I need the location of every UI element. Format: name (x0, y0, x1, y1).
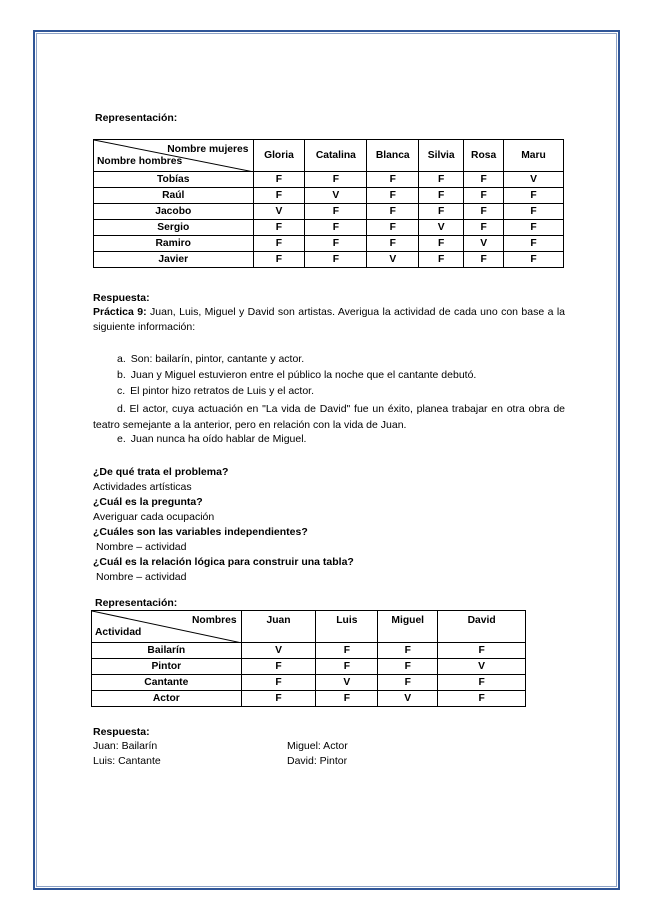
clue-text: Son: bailarín, pintor, cantante y actor. (130, 353, 305, 365)
table-row (94, 252, 564, 268)
table1-col-header: Blanca (367, 140, 419, 172)
row-header: Cantante (92, 675, 242, 691)
table-cell: F (316, 643, 378, 659)
table-row (92, 691, 526, 707)
table-row (92, 643, 526, 659)
table2-col-header: Juan (241, 611, 316, 643)
table1-header-bottom: Nombre hombres (97, 156, 183, 167)
clue-item (117, 385, 314, 398)
table-cell: F (419, 252, 464, 268)
question-answer: Nombre – actividad (96, 571, 187, 583)
table-cell: V (241, 643, 316, 659)
table-cell: F (305, 252, 367, 268)
clue-marker: b. (117, 369, 126, 381)
row-header: Ramiro (94, 236, 254, 252)
table-row (94, 236, 564, 252)
table-cell: F (241, 691, 316, 707)
table-cell: F (419, 172, 464, 188)
table-cell: F (419, 204, 464, 220)
clue-marker: a. (117, 353, 126, 365)
clue-marker: d. (117, 403, 126, 415)
table-row (94, 188, 564, 204)
answer-label-1: Respuesta: (93, 292, 150, 304)
table-cell: F (253, 236, 305, 252)
answer-miguel: Miguel: Actor (287, 740, 348, 752)
table1-header-top: Nombre mujeres (167, 144, 249, 155)
table-cell: F (316, 659, 378, 675)
row-header: Pintor (92, 659, 242, 675)
table2-col-header: David (438, 611, 526, 643)
table-row (92, 675, 526, 691)
row-header: Actor (92, 691, 242, 707)
table-cell: F (504, 220, 564, 236)
table-cell: F (378, 643, 438, 659)
table1-col-header: Maru (504, 140, 564, 172)
table-row (92, 659, 526, 675)
clue-text: El actor, cuya actuación en "La vida de David" fue un éxito, planea trabajar en otra obra de teatro semejante a la anterior, pero en relación con la vida de Juan. (93, 403, 566, 431)
representation-heading-2: Representación: (95, 597, 178, 609)
activity-table (91, 610, 526, 707)
table-cell: F (367, 236, 419, 252)
table-cell: F (464, 252, 504, 268)
clue-marker: c. (117, 385, 126, 397)
table2-col-header: Miguel (378, 611, 438, 643)
table2-col-header: Luis (316, 611, 378, 643)
question-answer: Nombre – actividad (96, 541, 187, 553)
answer-luis: Luis: Cantante (93, 755, 161, 767)
table-cell: F (438, 675, 526, 691)
row-header: Raúl (94, 188, 254, 204)
table-cell: F (438, 691, 526, 707)
clue-text: Juan nunca ha oído hablar de Miguel. (130, 433, 307, 445)
question-text: ¿De qué trata el problema? (93, 466, 229, 478)
table-cell: F (367, 172, 419, 188)
row-header: Sergio (94, 220, 254, 236)
table-cell: F (367, 220, 419, 236)
table-row (94, 204, 564, 220)
clue-item (117, 369, 476, 382)
table-cell: V (504, 172, 564, 188)
table-cell: F (504, 204, 564, 220)
table-cell: F (305, 220, 367, 236)
table-cell: F (419, 188, 464, 204)
table-cell: F (305, 172, 367, 188)
table-cell: V (378, 691, 438, 707)
table-cell: F (241, 675, 316, 691)
table-cell: V (316, 675, 378, 691)
table2-corner-header (92, 611, 242, 643)
clue-item (93, 401, 565, 433)
table1-corner-header (94, 140, 254, 172)
table-cell: F (419, 236, 464, 252)
table1-col-header: Gloria (253, 140, 305, 172)
table1-col-header: Rosa (464, 140, 504, 172)
practice-title: Práctica 9: (93, 306, 147, 318)
clue-item (117, 433, 306, 446)
table-cell: F (253, 252, 305, 268)
table-cell: F (316, 691, 378, 707)
row-header: Javier (94, 252, 254, 268)
question-text: ¿Cuál es la pregunta? (93, 496, 203, 508)
table-cell: V (419, 220, 464, 236)
row-header: Tobías (94, 172, 254, 188)
table-cell: V (253, 204, 305, 220)
table-cell: F (464, 204, 504, 220)
table-cell: V (367, 252, 419, 268)
table-cell: F (464, 172, 504, 188)
table-cell: F (305, 236, 367, 252)
table-cell: F (504, 188, 564, 204)
table1-col-header: Catalina (305, 140, 367, 172)
question-text: ¿Cuál es la relación lógica para construir una tabla? (93, 556, 354, 568)
table-cell: V (464, 236, 504, 252)
table-cell: V (438, 659, 526, 675)
question-answer: Averiguar cada ocupación (93, 511, 215, 523)
answer-david: David: Pintor (287, 755, 348, 767)
table-cell: F (438, 643, 526, 659)
women-men-table (93, 139, 564, 268)
table1-col-header: Silvia (419, 140, 464, 172)
table-cell: F (367, 188, 419, 204)
table-cell: F (504, 252, 564, 268)
question-answer: Actividades artísticas (93, 481, 192, 493)
table2-header-bottom: Actividad (95, 627, 142, 638)
question-text: ¿Cuáles son las variables independientes? (93, 526, 308, 538)
row-header: Jacobo (94, 204, 254, 220)
practice-intro-text: Juan, Luis, Miguel y David son artistas. Averigua la actividad de cada uno con base a la siguiente información: (93, 306, 565, 333)
table-cell: F (464, 188, 504, 204)
table-cell: F (378, 675, 438, 691)
table2-header-top: Nombres (191, 615, 237, 626)
table-cell: V (305, 188, 367, 204)
clue-item (117, 353, 304, 366)
table-row (94, 220, 564, 236)
table-cell: F (241, 659, 316, 675)
table-cell: F (253, 172, 305, 188)
clue-marker: e. (117, 433, 126, 445)
answer-label-2: Respuesta: (93, 726, 150, 738)
representation-heading-1: Representación: (95, 112, 178, 124)
practice-intro (93, 305, 565, 335)
table-cell: F (367, 204, 419, 220)
table-cell: F (464, 220, 504, 236)
row-header: Bailarín (92, 643, 242, 659)
table-cell: F (253, 220, 305, 236)
clue-text: Juan y Miguel estuvieron entre el público la noche que el cantante debutó. (130, 369, 477, 381)
table-cell: F (504, 236, 564, 252)
answer-juan: Juan: Bailarín (93, 740, 158, 752)
table-row (94, 172, 564, 188)
table-cell: F (378, 659, 438, 675)
clue-text: El pintor hizo retratos de Luis y el actor. (130, 385, 315, 397)
table-cell: F (305, 204, 367, 220)
table-cell: F (253, 188, 305, 204)
